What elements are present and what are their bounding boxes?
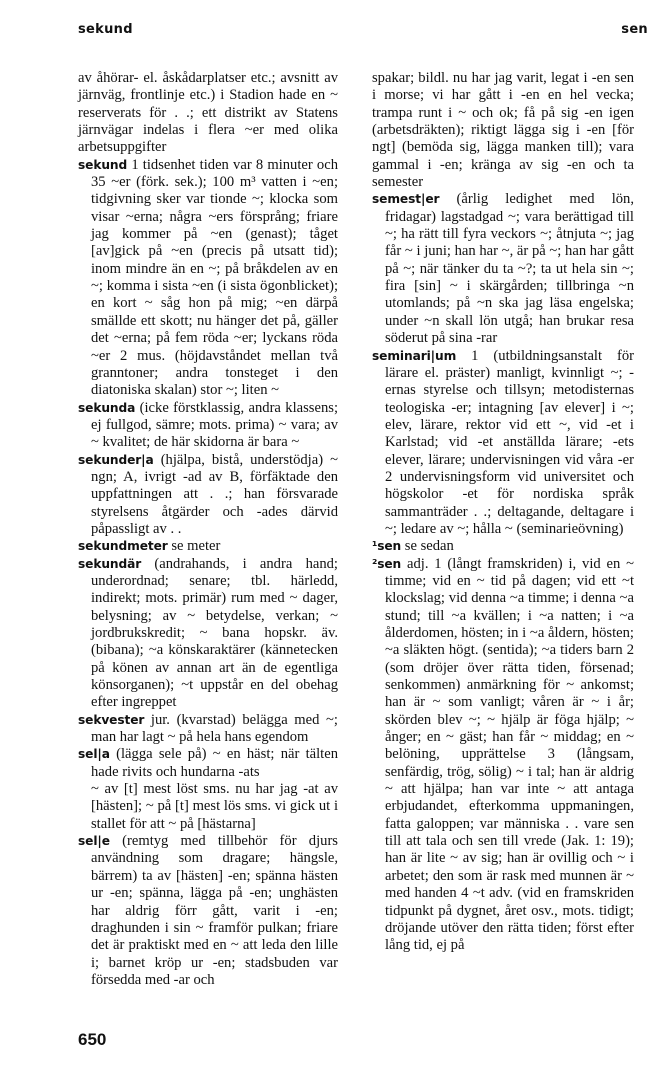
dictionary-entry [372,556,634,955]
entry-headword: sel|a [78,747,110,762]
entry-text: (andrahands, i andra hand; underordnad; senare; tbl. härledd, indirekt; mots. primär) rum med ~ dager, belysning; av ~ betydelse, verkan; ~ jordbrukskredit; ~ bana hopskr. äv. (bibana); ~a könskaraktärer (kännetecken på könen av annan art än de egentliga könsorganen); ~t uppstår en del obehag efter ingreppet [91,555,338,711]
entry-text: 1 tidsenhet tiden var 8 minuter och 35 ~er (förk. sek.); 100 m³ vatten i ~en; tidgivning sker var tionde ~; klocka som visar ~erna; några ~ers försprång; friare jag kommer på ~en (genast); tåget [av]gick på ~en (precis på utsatt tid); inom mindre än en ~; på bråkdelen av en ~; komma i sista ~en (i sista ögonblicket); en kort ~ såg hon på mig; ~en därpå smällde ett skott; nu hänger det på, gäller det ~erna; på fem röda ~er; lyckans röda ~er 2 mus. (höjdavståndet mellan två granntoner; andra tonsteget i den diatoniska skalan) stor ~; liten ~ [91,156,339,399]
dictionary-entry [78,781,338,833]
entry-text: se sedan [404,538,454,555]
dictionary-entry [372,191,634,347]
entry-headword: sekvester [78,712,145,727]
dictionary-entry [372,348,634,539]
entry-text: se meter [171,538,221,555]
entry-text: (icke förstklassig, andra klassens; ej fullgod, sämre; mots. prima) ~ vara; av ~ kvalitet; de här skidorna är bara ~ [91,399,338,451]
entry-text: 1 (utbildningsanstalt för lärare el. präster) manligt, kvinnligt ~; -ernas styrelse och tillsyn; metodisternas teologiska -er; intagning [av elever] i ~; elev, lärare, rektor vid ett ~, vid -et i Karlstad; vid -et anställda lärare; -ets elever, lärare; undervisningen vid våra -er 2 undervisningsform vid universitet och högskolor -et för nordiska språk sammanträder . .; deltagande, deltagare i ~; ledare av ~; hålla ~ (seminarieövning) [385,347,634,537]
page-number: 650 [78,1030,107,1049]
entry-headword: sekundmeter [78,539,168,554]
dictionary-entry [78,400,338,452]
dictionary-entry [78,70,338,157]
entry-text: (remtyg med tillbehör för djurs användning som dragare; hängsle, bärrem) ta av [hästen] -en; spänna hästen ur -en; spänna, lägga på -en; unghästen har aldrig förr gått, varit i -en; draghunden i sin ~ framför pulkan; friare det är praktiskt med en ~ att leda den lille i; barnet kröp ur -en; stadsbuden var försedda med -ar och [91,833,338,988]
entry-text: jur. (kvarstad) belägga med ~; man har lagt ~ på hela hans egendom [91,711,338,746]
dictionary-entry [78,538,338,555]
entry-headword: seminari|um [372,348,457,363]
entry-headword: sekunder|a [78,452,154,467]
entry-text: (lägga sele på) ~ en häst; när tälten hade rivits och hundarna -ats [91,746,338,780]
dictionary-entry [372,538,634,555]
entry-text: adj. 1 (långt framskriden) i, vid en ~ timme; vid en ~ tid på dagen; vid ett ~t klockslag; vid denna ~a timme; i denna ~a stund; till ~a kvällen; i ~a natten; i ~a ålderdomen, hösten; in i ~a åldern, hösten; ~a släkten högt. (sentida); ~a tiders barn 2 (som dröjer över rätta tiden, försenad; senkommen) anmärkning för ~ ankomst; han är ~ som vanligt; våren är ~ i år; skörden blev ~; ~ hjälp är föga hjälp; ~ ånger; en ~ gäst; han får ~ middag; en ~ belöning, upprättelse 3 (långsam, senfärdig, trög, sölig) ~ i tal; han är aldrig ~ att hjälpa; han var inte ~ att antaga erbjudandet, efterkomma uppmaningen, fatta galoppen; var människa . . vare sen till att tala och sen till vrede (Jak. 1: 19); han är lite ~ av sig; han är ovillig och ~ i arbetet; den som är rask med munnen är ~ med handen 4 ~t adv. (vid en framskriden tidpunkt på dygnet, året osv., mots. tidigt; dröjande utöver den rätta tiden; först efter lång tid, ej på [385,555,635,954]
entry-headword: sel|e [78,834,110,849]
entry-text: spakar; bildl. nu har jag varit, legat i -en sen i morse; vi har gått i -en en hel vecka; trampa runt i ~ och ok; få på sig -en igen (arbetsdräkten); riktigt lägga sig i -en [för ngt] (bemöda sig, lägga manken till); vara gammal i -en; kränga av sig -en och ta semester [372,70,634,191]
entry-text: (årlig ledighet med lön, fridagar) lagstadgad ~; vara berättigad till ~; ha rätt till fyra veckors ~; åtnjuta ~; jag får ~ i juni; han har ~, är på ~; han har gått på ~; när tänker du ta ~?; ta ut hela sin ~; fira [sin] ~ i skärgården; tillbringa ~n utomlands; på ~n ska jag läsa engelska; under ~n skall lön utgå; han brukar resa söderut på sina -rar [385,191,634,347]
dictionary-entry [78,833,338,989]
entry-headword: sekunda [78,400,136,415]
entry-headword: sekund [78,157,128,172]
dictionary-entry [78,746,338,781]
dictionary-entry [78,712,338,747]
dictionary-entry [78,157,338,400]
dictionary-entry [372,70,634,191]
entry-text: av åhörar- el. åskådarplatser etc.; avsnitt av järnväg, frontlinje etc.) i Stadion hade en ~ reserverats för . .; ett distrikt av Statens järnvägar indelas i flera ~er med olika arbetsuppgifter [78,70,338,156]
entry-headword: sekundär [78,556,142,571]
left-column [78,70,338,989]
entry-text: ~ av [t] mest löst sms. nu har jag -at av [hästen]; ~ på [t] mest lös sms. vi gick ut i stallet för att ~ på [hästarna] [91,781,338,832]
right-column [372,70,634,955]
guide-word-left: sekund [78,22,133,37]
entry-text: (hjälpa, bistå, understödja) ~ ngn; A, ivrigt -ad av B, förfäktade den uppfattningen att . .; han försvarade styrelsens åtgärder och -ades därvid påpassligt av . . [91,451,338,537]
entry-headword: ¹sen [372,539,402,554]
entry-headword: semest|er [372,192,440,207]
dictionary-entry [78,556,338,712]
guide-word-right: sen [621,22,648,37]
dictionary-entry [78,452,338,539]
entry-headword: ²sen [372,556,402,571]
